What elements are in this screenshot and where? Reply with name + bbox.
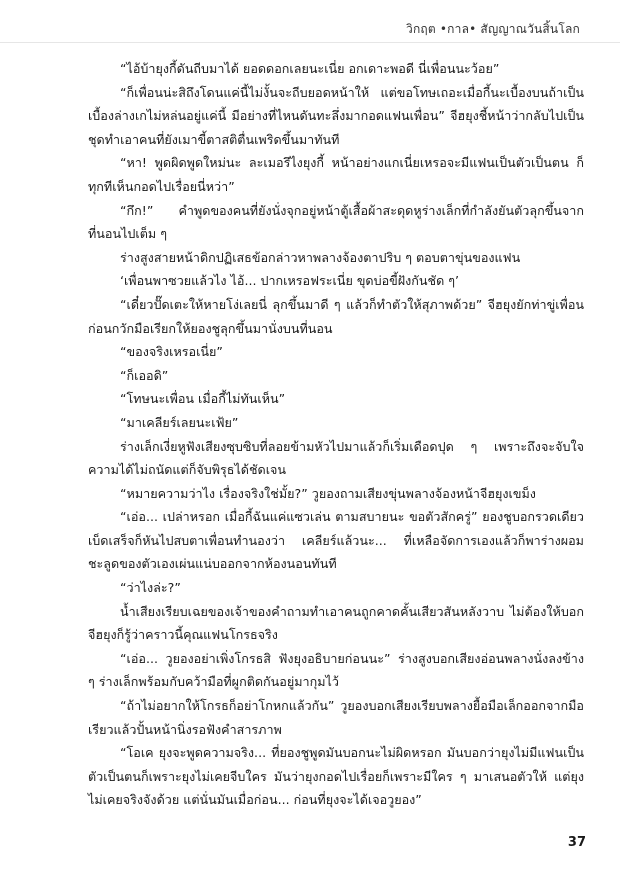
paragraph: ร่างเล็กเงี่ยหูฟังเสียงซุบซิบที่ลอยข้ามหัวไปมาแล้วก็เริ่มเดือดปุด ๆ เพราะถึงจะจับใจความได้ไม่ถนัดแต่ก็จับพิรุธได้ชัดเจน	[88, 438, 584, 478]
paragraph: “เอ่อ... เปล่าหรอก เมื่อกี้ฉันแค่แซวเล่น ตามสบายนะ ขอตัวสักครู่” ยองชูบอกรวดเดียวเบ็ดเสร็จก็หันไปสบตาเพื่อนทำนองว่า เคลียร์แล้วนะ... ที่เหลือจัดการเองแล้วก็พาร่างผอมชะลูดของตัวเองเผ่นแน่บออกจากห้องนอนทันที	[88, 509, 584, 572]
paragraph: “กึก!” คำพูดของคนที่ยังนั่งจุกอยู่หน้าตู้เสื้อผ้าสะดุดหูร่างเล็กที่กำลังยันตัวลุกขึ้นจากที่นอนไปเต็ม ๆ	[88, 202, 584, 242]
page-number: 37	[567, 835, 586, 850]
paragraph: “เดี๋ยวปั๊ดเตะให้หายโง่เลยนี่ ลุกขึ้นมาดี ๆ แล้วก็ทำตัวให้สุภาพด้วย” จีฮยุงยักท่าขู่เพื่อนก่อนกวักมือเรียกให้ยองชูลุกขึ้นมานั่งบนที่นอน	[88, 296, 584, 336]
paragraph: “ก็เพื่อนน่ะสิถึงโดนแค่นี้ไม่งั้นจะถีบยอดหน้าให้ แต่ขอโทษเถอะเมื่อกี้นะเบื้องบนถ้าเป็นเบื้องล่างเกไม่หล่นอยู่แค่นี้ มีอย่างที่ไหนดันทะลึ่งมากอดแฟนเพื่อน” จีฮยุงชี้หน้าว่ากลับไปเป็นชุดทำเอาคนที่ยังเมาขี้ตาสติตื่นเพริดขึ้นมาทันที	[88, 84, 584, 147]
paragraph: “โอเค ยุงจะพูดความจริง... ที่ยองชูพูดมันบอกนะไม่ผิดหรอก มันบอกว่ายุงไม่มีแฟนเป็นตัวเป็นตนก็เพราะยุงไม่เคยจีบใคร มันว่ายุงกอดไปเรื่อยก็เพราะมีใคร ๆ มาเสนอตัวให้ แต่ยุงไม่เคยจริงจังด้วย แต่นั่นมันเมื่อก่อน... ก่อนที่ยุงจะได้เจอวูยอง”	[88, 745, 584, 808]
paragraph: “ว่าไงล่ะ?”	[120, 580, 181, 596]
paragraph: “ก็เออดิ”	[120, 367, 169, 383]
paragraph: “หา! พูดผิดพูดใหม่นะ ละเมอรึไงยุงกี้ หน้าอย่างแกเนี่ยเหรอจะมีแฟนเป็นตัวเป็นตน ก็ทุกทีเห็นกอดไปเรื่อยนี่หว่า”	[88, 155, 584, 194]
header-divider	[0, 42, 620, 43]
paragraph: “โทษนะเพื่อน เมื่อกี้ไม่ทันเห็น”	[120, 391, 286, 407]
paragraph: “เอ่อ... วูยองอย่าเพิ่งโกรธสิ ฟังยุงอธิบายก่อนนะ” ร่างสูงบอกเสียงอ่อนพลางนั่งลงข้าง ๆ ร่างเล็กพร้อมกับคว้ามือที่ผูกติดกันอยู่มากุมไว้	[88, 650, 584, 690]
paragraph: น้ำเสียงเรียบเฉยของเจ้าของคำถามทำเอาคนถูกคาดคั้นเสียวสันหลังวาบ ไม่ต้องให้บอกจีฮยุงก็รู้ว่าคราวนี้คุณแฟนโกรธจริง	[88, 603, 584, 643]
paragraph: “ไอ้บ้ายุงกี้ดันถีบมาได้ ยอดดอกเลยนะเนี่ย อกเดาะพอดี นี่เพื่อนนะว้อย”	[120, 61, 500, 76]
paragraph: “ถ้าไม่อยากให้โกรธก็อย่าโกหกแล้วกัน” วูยองบอกเสียงเรียบพลางยื้อมือเล็กออกจากมือเรียวแล้วปั้นหน้านิ่งรอฟังคำสารภาพ	[88, 698, 584, 737]
running-header: วิกฤต •กาล• สัญญาณวันสิ้นโลก	[406, 22, 580, 36]
paragraph: “ของจริงเหรอเนี่ย”	[120, 344, 223, 360]
paragraph: ‘เพื่อนพาซวยแล้วไง ไอ้... ปากเหรอฟระเนี่ย ขุดบ่อขี้ฝังกันชัด ๆ’	[120, 273, 460, 289]
paragraph: “มาเคลียร์เลยนะเฟ้ย”	[120, 414, 239, 430]
body-text	[88, 57, 584, 812]
paragraph: ร่างสูงสายหน้าดิกปฏิเสธข้อกล่าวหาพลางจ้องตาปริบ ๆ ตอบตาขุ่นของแฟน	[120, 249, 521, 265]
paragraph: “หมายความว่าไง เรื่องจริงใช่มั้ย?” วูยองถามเสียงขุ่นพลางจ้องหน้าจีฮยุงเขม็ง	[120, 485, 536, 501]
